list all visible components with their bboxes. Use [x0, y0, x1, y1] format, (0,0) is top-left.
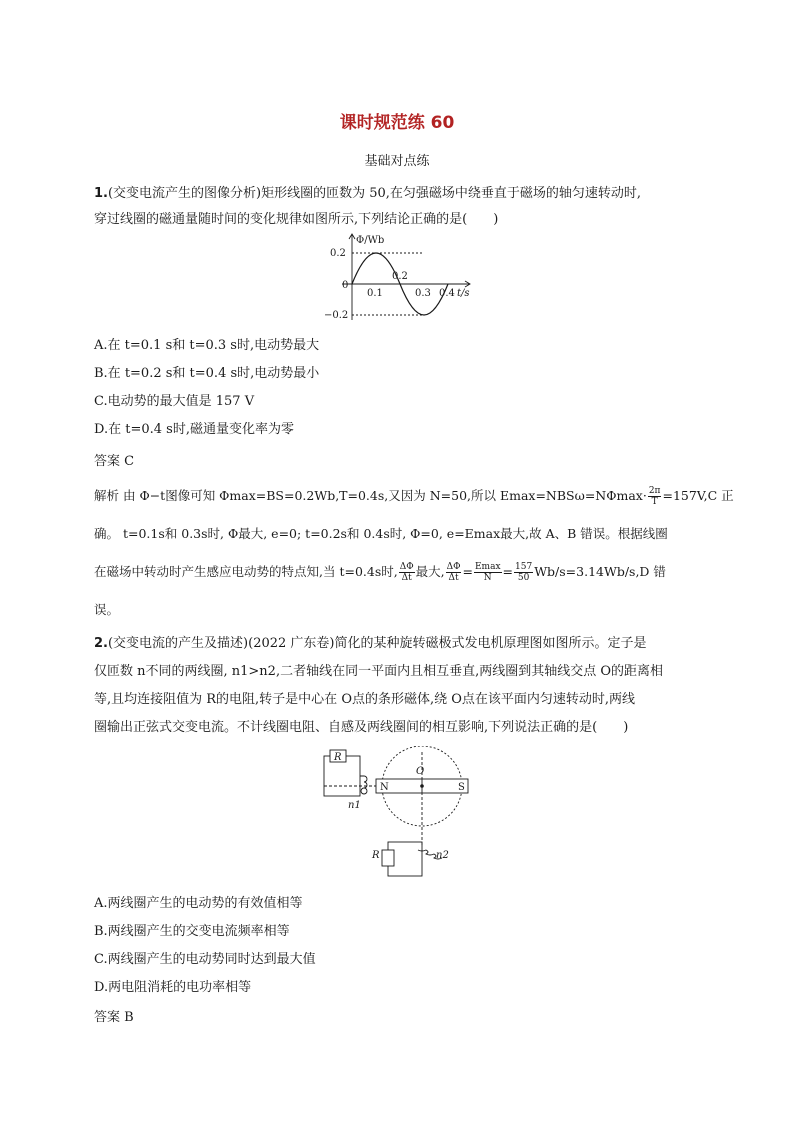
q1-option-c: C.电动势的最大值是 157 V	[94, 394, 255, 409]
q2-number: 2.	[94, 636, 108, 651]
q1-analysis-text-1a: 解析 由 Φ−t图像可知 Φmax=BS=0.2Wb,T=0.4s,又因为 N=50,所以 Emax=NBSω=NΦmax·	[94, 488, 647, 503]
frac-denominator: T	[651, 497, 658, 507]
top-coil	[360, 776, 367, 794]
frac-numerator: ΔΦ	[446, 562, 461, 572]
q2-stem-text-1: (交变电流的产生及描述)(2022 广东卷)简化的某种旋转磁极式发电机原理图如图所示。定子是	[107, 636, 647, 651]
fraction-emax-over-n	[474, 562, 502, 583]
equals-sign-1: =	[462, 564, 473, 579]
frac-numerator: Emax	[474, 562, 501, 572]
fraction-dphi-dt-2	[446, 562, 462, 583]
frac-denominator: Δt	[448, 573, 459, 583]
q2-stem-line-4: 圈输出正弦式交变电流。不计线圈电阻、自感及两线圈间的相互影响,下列说法正确的是( )	[94, 720, 629, 735]
y-tick-top: 0.2	[330, 248, 346, 259]
x-axis-label: t/s	[457, 288, 470, 299]
q1-analysis-text-3c: Wb/s=3.14Wb/s,D 错	[534, 564, 666, 579]
y-tick-bottom: −0.2	[324, 310, 349, 321]
q1-stem-line-2: 穿过线圈的磁通量随时间的变化规律如图所示,下列结论正确的是( )	[94, 212, 499, 227]
q2-answer: 答案 B	[94, 1010, 134, 1025]
label-o: O	[416, 766, 425, 777]
label-n-pole: N	[380, 782, 389, 793]
frac-denominator: N	[483, 573, 492, 583]
x-tick-0-2: 0.2	[392, 271, 408, 282]
fraction-157-over-50	[514, 562, 533, 583]
q1-analysis-text-1b: =157V,C 正	[662, 488, 734, 503]
q2-option-c: C.两线圈产生的电动势同时达到最大值	[94, 952, 316, 967]
x-tick-0-1: 0.1	[367, 288, 383, 299]
label-n1: n1	[348, 800, 361, 811]
frac-denominator: 50	[517, 573, 530, 583]
label-r-bottom: R	[372, 850, 380, 861]
label-r-top: R	[334, 752, 342, 763]
flux-time-graph	[320, 228, 480, 324]
bottom-resistor	[382, 850, 394, 866]
q1-analysis-line-1	[94, 486, 734, 507]
q2-option-a: A.两线圈产生的电动势的有效值相等	[94, 896, 303, 911]
page-title: 课时规范练 60	[339, 113, 455, 133]
fraction-2pi-over-t	[648, 486, 662, 507]
frac-denominator: Δt	[401, 573, 412, 583]
q2-stem-line-1	[94, 632, 647, 651]
frac-numerator: 157	[515, 562, 533, 572]
x-tick-0-4: 0.4	[439, 288, 455, 299]
frac-numerator: 2π	[648, 486, 661, 496]
label-s-pole: S	[458, 782, 465, 793]
q1-option-d: D.在 t=0.4 s时,磁通量变化率为零	[94, 422, 294, 437]
y-axis-label: Φ/Wb	[356, 235, 385, 246]
x-tick-0-3: 0.3	[415, 288, 431, 299]
frac-numerator: ΔΦ	[399, 562, 414, 572]
q1-option-a: A.在 t=0.1 s和 t=0.3 s时,电动势最大	[94, 338, 320, 353]
generator-diagram	[316, 746, 476, 880]
q2-stem-line-2: 仅匝数 n不同的两线圈, n1>n2,二者轴线在同一平面内且相互垂直,两线圈到其轴线交点 O的距离相	[94, 664, 664, 679]
q1-analysis-line-3	[94, 562, 666, 583]
q1-stem-line-1	[94, 182, 641, 201]
center-point-o	[420, 784, 424, 788]
q1-number: 1.	[94, 186, 108, 201]
q1-option-b: B.在 t=0.2 s和 t=0.4 s时,电动势最小	[94, 366, 320, 381]
q2-option-d: D.两电阻消耗的电功率相等	[94, 980, 252, 995]
equals-sign-2: =	[502, 564, 513, 579]
q1-analysis-line-4: 误。	[94, 602, 120, 617]
q1-stem-text-1: (交变电流产生的图像分析)矩形线圈的匝数为 50,在匀强磁场中绕垂直于磁场的轴匀速转动时,	[107, 186, 642, 201]
section-heading: 基础对点练	[364, 154, 430, 169]
q1-analysis-line-2: 确。 t=0.1s和 0.3s时, Φ最大, e=0; t=0.2s和 0.4s时, Φ=0, e=Emax最大,故 A、B 错误。根据线圈	[94, 526, 668, 541]
q1-analysis-text-3b: 最大,	[415, 564, 445, 579]
q1-analysis-text-3a: 在磁场中转动时产生感应电动势的特点知,当 t=0.4s时,	[94, 564, 398, 579]
label-n2: n2	[436, 850, 449, 861]
fraction-dphi-dt	[399, 562, 415, 583]
y-tick-zero: 0	[342, 280, 349, 291]
q2-stem-line-3: 等,且均连接阻值为 R的电阻,转子是中心在 O点的条形磁体,绕 O点在该平面内匀速转动时,两线	[94, 692, 636, 707]
q1-answer: 答案 C	[94, 454, 135, 469]
q2-option-b: B.两线圈产生的交变电流频率相等	[94, 924, 290, 939]
